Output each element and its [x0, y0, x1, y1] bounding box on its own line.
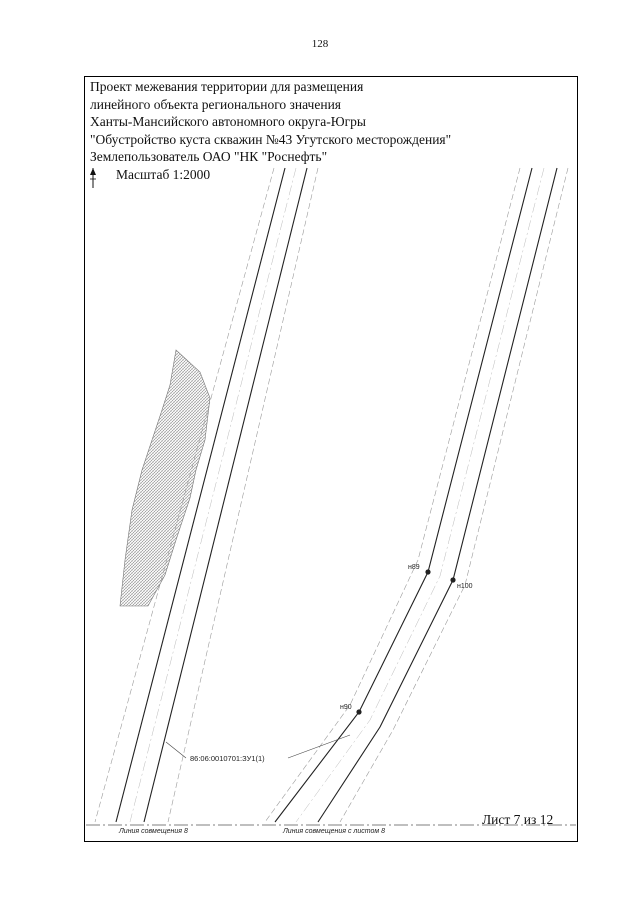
parcel-leader-line	[288, 735, 350, 758]
point-label-n90: н90	[340, 704, 352, 711]
right-corridor-line-east	[318, 168, 557, 822]
hatched-area	[120, 350, 210, 606]
parcel-cadastral-label: 86:06:0010701:ЗУ1(1)	[190, 754, 265, 763]
title-line-2: линейного объекта регионального значения	[90, 96, 342, 112]
point-n100	[450, 577, 455, 582]
right-corridor-line-west	[275, 168, 532, 822]
title-line-3: Ханты-Мансийского автономного округа-Югры	[90, 114, 366, 130]
point-label-n89: н89	[408, 564, 420, 571]
parcel-leader-tick	[166, 742, 186, 758]
scale-label: Масштаб 1:2000	[116, 167, 211, 182]
title-line-1: Проект межевания территории для размещения	[90, 79, 364, 94]
point-label-n100: н100	[457, 583, 473, 590]
right-corridor-dashed-west	[265, 168, 520, 822]
right-corridor-dashed-east	[340, 168, 568, 822]
point-n90	[356, 709, 361, 714]
title-line-4: "Обустройство куста скважин №43 Угутского месторождения"	[90, 131, 452, 147]
point-n89	[425, 569, 430, 574]
sheet-number-label: Лист 7 из 12	[482, 812, 554, 827]
join-label-right: Линия совмещения с листом 8	[283, 828, 386, 835]
join-label-left: Линия совмещения 8	[119, 828, 188, 835]
page-number: 128	[311, 38, 329, 50]
title-line-5: Землепользователь ОАО "НК "Роснефть"	[90, 149, 328, 165]
